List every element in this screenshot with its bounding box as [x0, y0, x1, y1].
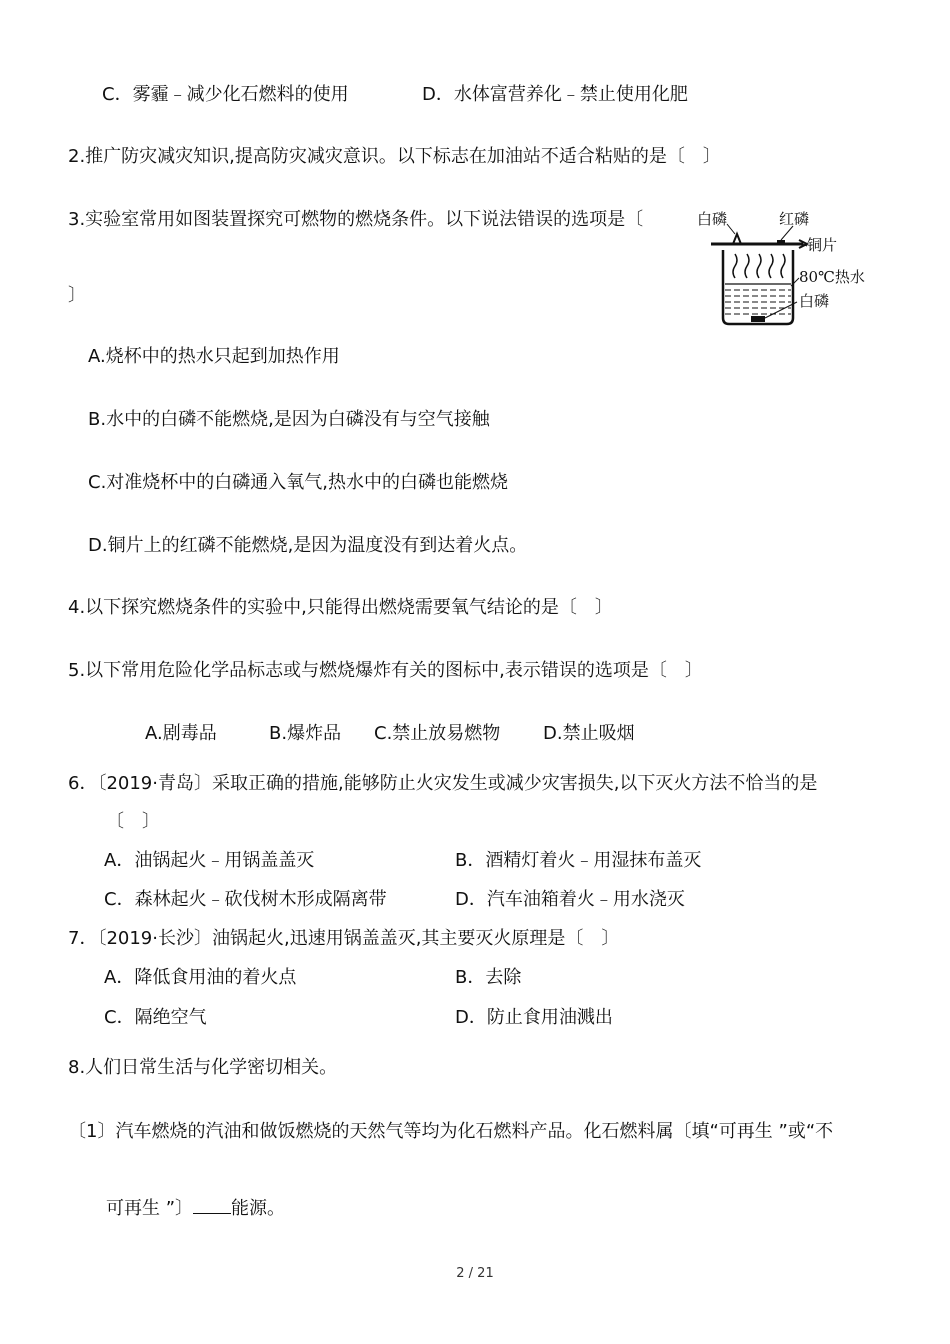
question-7-option-b: B．去除 [455, 967, 522, 988]
question-7-option-a: A．降低食用油的着火点 [104, 967, 297, 988]
question-6-option-b: B．酒精灯着火﹣用湿抹布盖灭 [455, 850, 702, 871]
question-7-option-d: D．防止食用油溅出 [455, 1007, 613, 1028]
question-6-option-c: C．森林起火﹣砍伐树木形成隔离带 [104, 889, 387, 910]
question-3-stem-end: 〕 [68, 285, 86, 306]
combustion-apparatus-figure [695, 206, 885, 334]
option-d-top: D．水体富营养化﹣禁止使用化肥 [422, 84, 688, 105]
question-3-option-a: A.烧杯中的热水只起到加热作用 [88, 346, 340, 367]
question-6-stem: 6．〔2019·青岛〕采取正确的措施,能够防止火灾发生或减少灾害损失,以下灭火方法不恰当的是 [68, 773, 818, 794]
question-5-option-a: A.剧毒品 [145, 723, 217, 744]
question-7-option-c: C．隔绝空气 [104, 1007, 207, 1028]
page-number: 2 / 21 [456, 1266, 494, 1281]
question-8-part-1-end-text: 能源。 [231, 1198, 286, 1219]
question-3-option-d: D.铜片上的红磷不能燃烧,是因为温度没有到达着火点。 [88, 535, 528, 556]
question-8-stem: 8.人们日常生活与化学密切相关。 [68, 1057, 338, 1078]
question-5-stem: 5.以下常用危险化学品标志或与燃烧爆炸有关的图标中,表示错误的选项是〔 〕 [68, 660, 703, 681]
question-3-stem: 3.实验室常用如图装置探究可燃物的燃烧条件。以下说法错误的选项是〔 [68, 209, 644, 230]
label-hot-water: 80℃热水 [799, 268, 865, 286]
label-white-phosphorus-top: 白磷 [697, 210, 728, 228]
label-copper-plate: 铜片 [807, 236, 838, 254]
question-5-option-b: B.爆炸品 [269, 723, 342, 744]
question-5-option-c: C.禁止放易燃物 [374, 723, 501, 744]
answer-blank[interactable] [193, 1195, 231, 1214]
red-phosphorus [777, 240, 785, 244]
question-3-option-b: B.水中的白磷不能燃烧,是因为白磷没有与空气接触 [88, 409, 490, 430]
option-c-top: C．雾霾﹣减少化石燃料的使用 [102, 84, 349, 105]
question-4: 4.以下探究燃烧条件的实验中,只能得出燃烧需要氧气结论的是〔 〕 [68, 597, 613, 618]
beaker-diagram [695, 206, 885, 334]
question-8-part-1: 〔1〕汽车燃烧的汽油和做饭燃烧的天然气等均为化石燃料产品。化石燃料属〔填“可再生 ”或“不 [68, 1121, 834, 1142]
question-2: 2.推广防灾减灾知识,提高防灾减灾意识。以下标志在加油站不适合粘贴的是〔 〕 [68, 146, 721, 167]
white-phosphorus-water [751, 316, 765, 322]
label-white-phosphorus-bottom: 白磷 [799, 292, 830, 310]
question-7-stem: 7．〔2019·长沙〕油锅起火,迅速用锅盖盖灭,其主要灭火原理是〔 〕 [68, 928, 620, 949]
question-8-part-1-continued [106, 1195, 285, 1220]
question-6-option-a: A．油锅起火﹣用锅盖盖灭 [104, 850, 315, 871]
question-8-part-1-cont-text: 可再生 ”〕 [106, 1198, 194, 1219]
beaker [723, 250, 793, 324]
question-6-stem-end: 〔 〕 [106, 811, 160, 832]
question-3-option-c: C.对准烧杯中的白磷通入氧气,热水中的白磷也能燃烧 [88, 472, 509, 493]
label-red-phosphorus: 红磷 [779, 210, 810, 228]
question-6-option-d: D．汽车油箱着火﹣用水浇灭 [455, 889, 685, 910]
question-5-option-d: D.禁止吸烟 [543, 723, 635, 744]
